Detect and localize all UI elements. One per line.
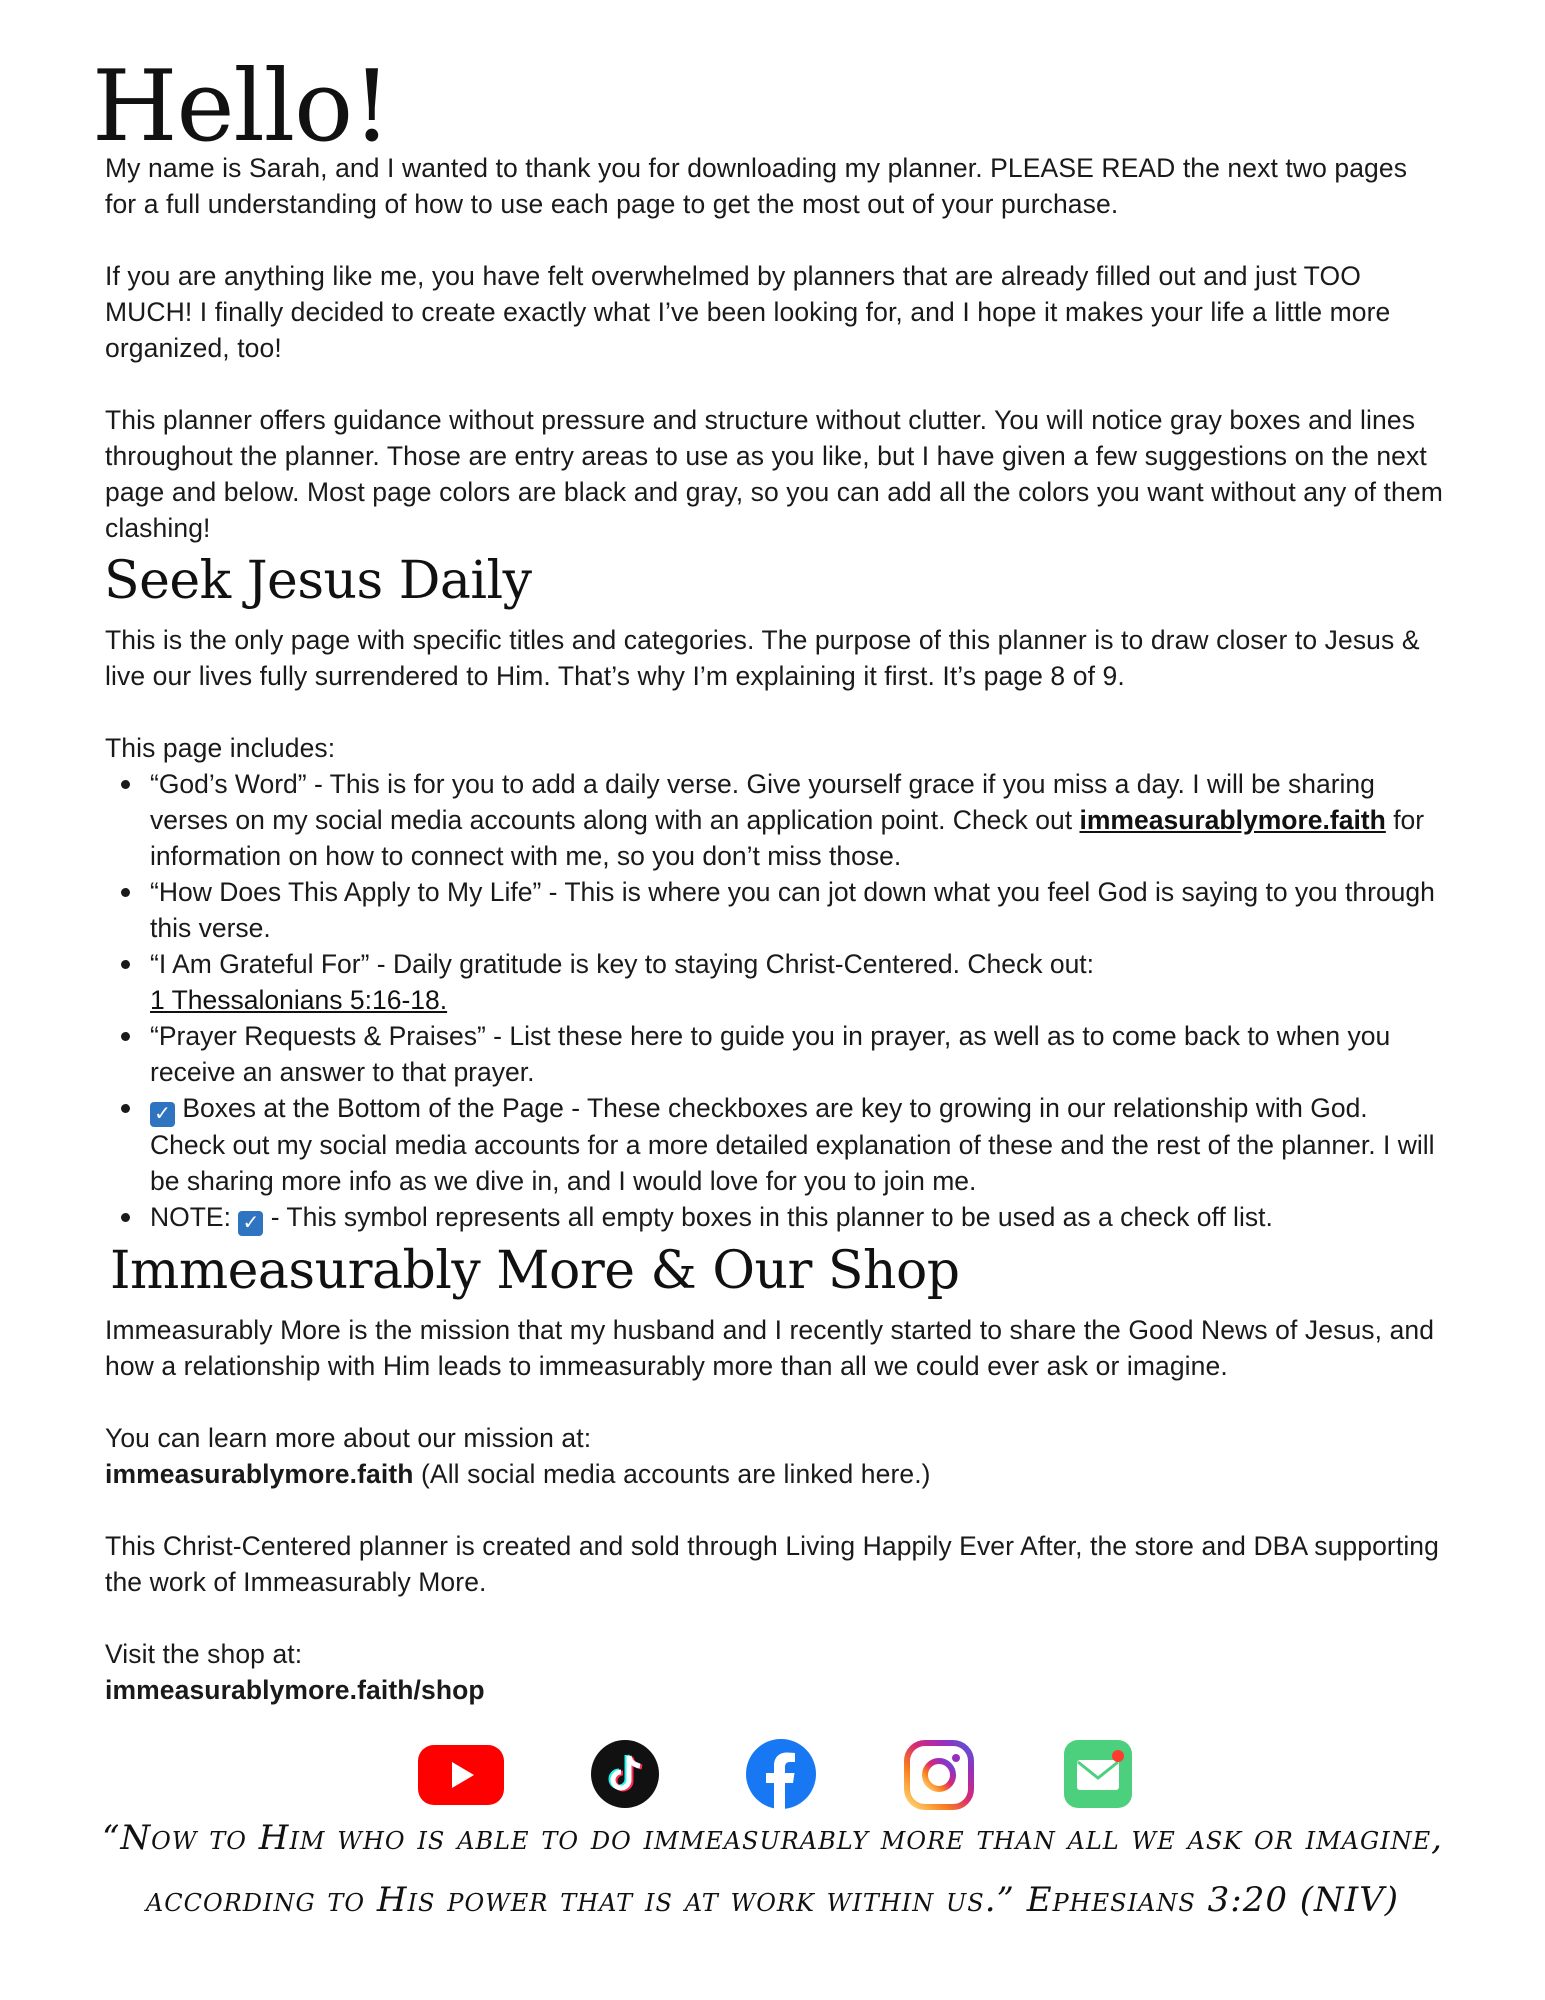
- list-item: [105, 1090, 1445, 1199]
- bullet-text: “I Am Grateful For” - Daily gratitude is key to staying Christ-Centered. Check out:: [150, 949, 1095, 979]
- youtube-icon[interactable]: [418, 1745, 504, 1805]
- list-item: [105, 874, 1445, 946]
- social-icons-row: [0, 1738, 1545, 1812]
- bullet-text: “Prayer Requests & Praises” - List these here to guide you in prayer, as well as to come back to when you receive an answer to that prayer.: [150, 1021, 1391, 1087]
- bullet-text: “God’s Word” - This is for you to add a daily verse. Give yourself grace if you miss a day. I will be sharing verses on my social media accounts along with an application point. Check out: [150, 769, 1375, 835]
- shop-paragraph-1: Immeasurably More is the mission that my husband and I recently started to share the Good News of Jesus, and how a relationship with Him leads to immeasurably more than all we could ever ask or imagine.: [105, 1315, 1435, 1381]
- seek-intro: This is the only page with specific titles and categories. The purpose of this planner is to draw closer to Jesus & live our lives fully surrendered to Him. That’s why I’m explaining it first. It’s page 8 of 9.: [105, 625, 1420, 691]
- email-icon[interactable]: [1064, 1740, 1132, 1808]
- shop-paragraph-3: This Christ-Centered planner is created and sold through Living Happily Ever After, the store and DBA supporting the work of Immeasurably More.: [105, 1531, 1439, 1597]
- instagram-icon[interactable]: [904, 1740, 974, 1810]
- thessalonians-link[interactable]: 1 Thessalonians 5:16-18.: [150, 985, 448, 1015]
- hello-section: [105, 150, 1445, 546]
- list-item: [105, 1199, 1445, 1236]
- seek-includes: This page includes:: [105, 733, 336, 763]
- checkbox-icon: ✓: [150, 1102, 175, 1127]
- tiktok-icon[interactable]: [591, 1740, 659, 1808]
- shop-paragraph-4: Visit the shop at:: [105, 1639, 303, 1669]
- shop-paragraph-2: You can learn more about our mission at:: [105, 1423, 592, 1453]
- page-title: Hello!: [92, 50, 391, 164]
- mission-link[interactable]: immeasurablymore.faith: [105, 1459, 414, 1489]
- immeasurablymore-link[interactable]: immeasurablymore.faith: [1079, 805, 1386, 835]
- shop-section: [105, 1312, 1445, 1708]
- hello-paragraph-1: My name is Sarah, and I wanted to thank you for downloading my planner. PLEASE READ the next two pages for a full understanding of how to use each page to get the most out of your purchase.: [105, 153, 1408, 219]
- bullet-text: - This symbol represents all empty boxes in this planner to be used as a check off list.: [263, 1202, 1273, 1232]
- hello-paragraph-2: If you are anything like me, you have felt overwhelmed by planners that are already filled out and just TOO MUCH! I finally decided to create exactly what I’ve been looking for, and I hope it makes your life a little more organized, too!: [105, 261, 1391, 363]
- seek-bullet-list: [105, 766, 1445, 1236]
- scripture-quote-line-2: according to His power that is at work within us.” Ephesians 3:20 (NIV): [145, 1880, 1400, 1920]
- checkbox-icon: ✓: [238, 1211, 263, 1236]
- seek-section: [105, 622, 1445, 766]
- seek-jesus-heading: Seek Jesus Daily: [104, 551, 532, 611]
- bullet-text: Boxes at the Bottom of the Page - These checkboxes are key to growing in our relationship with God. Check out my social media accounts for a more detailed explanation of these and the rest of the planner. I will be sharing more info as we dive in, and I would love for you to join me.: [150, 1093, 1435, 1196]
- bullet-text: for information on how to connect with me, so you don’t miss those.: [150, 805, 1425, 871]
- bullet-text: NOTE:: [150, 1202, 239, 1232]
- mission-link-note: (All social media accounts are linked here.): [413, 1459, 931, 1489]
- scripture-quote-line-1: “Now to Him who is able to do immeasurably more than all we ask or imagine,: [102, 1818, 1443, 1858]
- shop-link[interactable]: immeasurablymore.faith/shop: [105, 1675, 485, 1705]
- facebook-icon[interactable]: [746, 1739, 816, 1809]
- list-item: [105, 1018, 1445, 1090]
- list-item: [105, 946, 1445, 1018]
- list-item: [105, 766, 1445, 874]
- hello-paragraph-3: This planner offers guidance without pressure and structure without clutter. You will notice gray boxes and lines throughout the planner. Those are entry areas to use as you like, but I have given a few suggestions on the next page and below. Most page colors are black and gray, so you can add all the colors you want without any of them clashing!: [105, 405, 1443, 543]
- bullet-text: “How Does This Apply to My Life” - This is where you can jot down what you feel God is saying to you through this verse.: [150, 877, 1435, 943]
- shop-heading: Immeasurably More & Our Shop: [110, 1241, 960, 1301]
- shop-paragraph-2-link-line: [105, 1456, 1445, 1492]
